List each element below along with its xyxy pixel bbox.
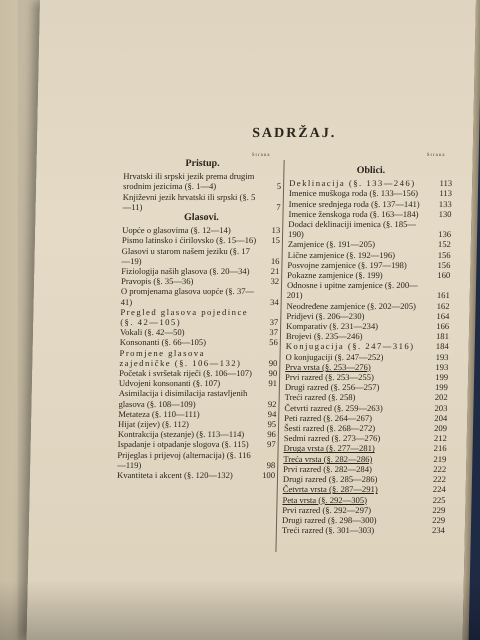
entry-page-number: 234 [431, 525, 446, 536]
entry-page-number: 209 [434, 423, 448, 434]
entry-page-number: 13 [271, 225, 281, 236]
entry-title: Pregled glasova pojedince (§. 42—105) [120, 306, 249, 328]
entry-title: Prijeglas i prijevoj (alternacija) (§. 116—119) [117, 449, 251, 470]
entry-page-number: 162 [436, 300, 450, 311]
entry-title: Vokali (§. 42—50) [119, 327, 185, 338]
toc-entry [285, 382, 448, 392]
toc-entry [284, 433, 447, 443]
entry-title: Drugi razred (§. 285—286) [282, 474, 378, 485]
toc-entry [286, 331, 449, 341]
entry-title: Ispadanje i otpadanje slogova (§. 115) [117, 439, 249, 450]
entry-title: Druga vrsta (§. 277—281) [283, 443, 375, 454]
entry-page-number: 97 [266, 439, 276, 450]
toc-entry [289, 199, 452, 209]
entry-page-number: 133 [438, 198, 452, 209]
book-page [27, 0, 476, 640]
entry-page-number: 181 [435, 331, 450, 342]
entry-title: Imenice muškoga roda (§. 133—156) [288, 188, 419, 199]
entry-page-number: 199 [435, 372, 449, 383]
entry-page-number: 156 [437, 259, 451, 270]
section-heading-oblici: Oblici. [356, 165, 386, 176]
entry-title: Posvojne zamjenice (§. 197—198) [287, 259, 407, 270]
entry-page-number: 21 [270, 266, 280, 277]
entry-title: Imenice ženskoga roda (§. 163—184) [288, 208, 419, 219]
toc-entry [118, 429, 276, 439]
entry-title: Promjene glasova zajedničke (§. 106—132) [119, 347, 242, 368]
toc-entry [283, 484, 446, 494]
entry-title: Četvrta vrsta (§. 287—291) [282, 484, 378, 495]
entry-page-number: 212 [433, 433, 447, 444]
toc-entry [285, 372, 448, 382]
toc-entry [288, 219, 451, 239]
toc-entry [283, 474, 446, 484]
entry-page-number: 5 [276, 181, 282, 192]
entry-page-number: 222 [433, 463, 447, 474]
entry-page-number: 184 [435, 341, 449, 352]
toc-entry [117, 450, 275, 470]
entry-title: Treća vrsta (§. 282—286) [283, 453, 373, 464]
entry-title: Glasovi u starom našem jeziku (§. 17—19) [121, 245, 251, 266]
entry-page-number: 92 [267, 398, 277, 409]
toc-entry [121, 246, 279, 266]
column-label-right: Strana [426, 153, 446, 158]
entry-title: Sedmi razred (§. 273—276) [283, 433, 381, 444]
toc-entry [285, 352, 448, 362]
toc-entry [120, 337, 278, 347]
toc-entry [286, 321, 449, 331]
entry-page-number: 15 [271, 235, 281, 246]
entry-title: O konjugaciji (§. 247—252) [285, 351, 384, 362]
entry-title: Prvi razred (§. 282—284) [283, 463, 373, 474]
entry-page-number: 95 [267, 419, 277, 430]
page-title: SADRŽAJ. [252, 126, 337, 141]
toc-entry [122, 225, 280, 235]
toc-entry [121, 276, 279, 286]
entry-page-number: 225 [432, 494, 446, 505]
toc-entry [120, 327, 278, 337]
entry-page-number: 229 [432, 504, 446, 515]
entry-title: Fiziologija naših glasova (§. 20—34) [121, 266, 250, 277]
entry-title: Hijat (zijev) (§. 112) [118, 419, 190, 430]
toc-entry [284, 423, 447, 433]
entry-title: Deklinacija (§. 133—246) [289, 178, 416, 189]
toc-entry [289, 188, 452, 198]
toc-entry [282, 505, 445, 515]
toc-entry [287, 270, 450, 280]
entry-page-number: 202 [434, 392, 448, 403]
entry-page-number: 90 [268, 368, 278, 379]
entry-title: Treći razred (§. 301—303) [281, 525, 375, 536]
entry-page-number: 204 [434, 412, 448, 423]
entry-title: Konsonanti (§. 66—105) [119, 337, 207, 348]
entry-page-number: 100 [262, 470, 276, 481]
entry-page-number: 152 [437, 239, 451, 250]
entry-title: Komparativ (§. 231—234) [286, 321, 379, 332]
toc-entry [123, 192, 281, 212]
toc-entry [286, 341, 449, 351]
entry-title: Prvi razred (§. 292—297) [282, 504, 372, 515]
entry-page-number: 199 [434, 382, 448, 393]
toc-entry [287, 280, 450, 300]
entry-page-number: 34 [269, 296, 279, 307]
entry-page-number: 113 [439, 178, 453, 189]
entry-page-number: 16 [270, 255, 280, 266]
entry-page-number: 91 [268, 378, 278, 389]
entry-page-number: 160 [437, 270, 451, 281]
toc-entry [119, 368, 277, 378]
toc-entry [285, 362, 448, 372]
entry-title: Konjugacija (§. 247—316) [285, 341, 415, 352]
toc-entry [286, 311, 449, 321]
right-column [282, 165, 453, 535]
toc-entry [284, 403, 447, 413]
entry-title: Drugi razred (§. 298—300) [282, 514, 377, 525]
entry-title: Hrvatski ili srpski jezik prema drugim srodnim jezicima (§. 1—4) [122, 171, 255, 192]
entry-title: Drugi razred (§. 256—257) [284, 382, 380, 393]
entry-page-number: 161 [436, 290, 450, 301]
entry-page-number: 96 [267, 429, 277, 440]
toc-entry [286, 301, 449, 311]
entry-page-number: 164 [436, 310, 450, 321]
toc-entry [118, 439, 276, 449]
entry-page-number: 136 [438, 229, 452, 240]
entry-page-number: 32 [270, 276, 280, 287]
entry-title: Brojevi (§. 235—246) [285, 331, 363, 342]
toc-entry [121, 286, 279, 306]
toc-entry [118, 388, 276, 408]
entry-title: O promjenama glasova uopće (§. 37—41) [120, 286, 255, 307]
entry-title: Zamjenice (§. 191—205) [287, 239, 376, 250]
toc-entry [120, 307, 278, 327]
toc-entry [119, 348, 277, 368]
entry-page-number: 166 [436, 321, 450, 332]
section-heading: Pristup. [185, 158, 220, 169]
page-edge [463, 0, 480, 640]
section-heading: Glasovi. [183, 212, 219, 224]
toc-entry [283, 464, 446, 474]
column-label-left: Strana [251, 153, 271, 158]
toc-entry [285, 392, 448, 402]
entry-page-number: 56 [269, 337, 278, 348]
entry-title: Dodaci deklinaciji imenica (§. 185—190) [287, 219, 417, 240]
toc-entry [118, 419, 276, 429]
toc-entry [283, 443, 446, 453]
entry-title: Šesti razred (§. 268—272) [283, 423, 376, 434]
toc-entry [288, 239, 451, 249]
entry-title: Četvrti razred (§. 259—263) [284, 402, 383, 413]
toc-entry [121, 266, 279, 276]
entry-page-number: 193 [435, 361, 449, 372]
toc-entry [288, 250, 451, 260]
entry-page-number: 219 [433, 453, 447, 464]
toc-entry [123, 171, 281, 191]
entry-page-number: 193 [435, 351, 449, 362]
entry-page-number: 113 [439, 188, 453, 199]
entry-page-number: 37 [269, 317, 279, 328]
entry-title: Metateza (§. 110—111) [118, 408, 200, 419]
toc-entry [284, 413, 447, 423]
entry-page-number: 94 [267, 408, 277, 419]
left-column [117, 158, 282, 480]
entry-page-number: 90 [268, 357, 278, 368]
toc-entry [287, 260, 450, 270]
entry-title: Peti razred (§. 264—267) [284, 412, 373, 423]
toc-entry [283, 454, 446, 464]
entry-page-number: 7 [276, 201, 281, 212]
entry-title: Treći razred (§. 258) [284, 392, 356, 403]
toc-entry [117, 470, 275, 480]
entry-title: Asimilacija i disimilacija rastavljenih glasova (§. 108—109) [118, 388, 248, 409]
entry-title: Peta vrsta (§. 292—305) [282, 494, 368, 505]
entry-title: Uopće o glasovima (§. 12—14) [122, 225, 231, 236]
toc-entry [288, 209, 451, 219]
toc-entry [282, 525, 445, 535]
entry-page-number: 156 [437, 249, 451, 260]
entry-page-number: 216 [433, 443, 447, 454]
entry-title: Prvi razred (§. 253—255) [284, 372, 374, 383]
entry-title: Pismo latinsko i ćirilovsko (§. 15—16) [121, 235, 257, 246]
entry-page-number: 130 [438, 208, 452, 219]
toc-entry [122, 235, 280, 245]
entry-title: Lične zamjenice (§. 192—196) [287, 249, 396, 260]
entry-title: Pokazne zamjenice (§. 199) [287, 270, 383, 281]
entry-page-number: 203 [434, 402, 448, 413]
toc-entry [282, 495, 445, 505]
entry-title: Prva vrsta (§. 253—276) [285, 361, 371, 372]
toc-entry [118, 409, 276, 419]
entry-title: Pridjevi (§. 206—230) [286, 310, 365, 321]
entry-title: Imenice srednjega roda (§. 137—141) [288, 198, 420, 209]
entry-title: Književni jezik hrvatski ili srpski (§. 5—11) [122, 191, 256, 212]
entry-page-number: 37 [269, 327, 279, 338]
entry-page-number: 98 [266, 459, 276, 470]
entry-title: Početak i svršetak riječi (§. 106—107) [119, 368, 252, 379]
entry-title: Odnosne i upitne zamjenice (§. 200—201) [286, 280, 418, 301]
entry-title: Neodređene zamjenice (§. 202—205) [286, 300, 417, 311]
bottom-shadow [0, 580, 480, 640]
entry-title: Pravopis (§. 35—36) [121, 276, 194, 287]
entry-page-number: 222 [432, 474, 447, 485]
toc-entry [119, 378, 277, 388]
entry-title: Kontrakcija (stezanje) (§. 113—114) [117, 429, 245, 440]
entry-title: Kvantiteta i akcent (§. 120—132) [116, 470, 233, 481]
entry-page-number: 229 [432, 514, 446, 525]
entry-title: Udvojeni konsonanti (§. 107) [118, 378, 221, 389]
toc-entry [282, 515, 445, 525]
toc-entry [289, 178, 452, 188]
entry-page-number: 224 [432, 484, 446, 495]
